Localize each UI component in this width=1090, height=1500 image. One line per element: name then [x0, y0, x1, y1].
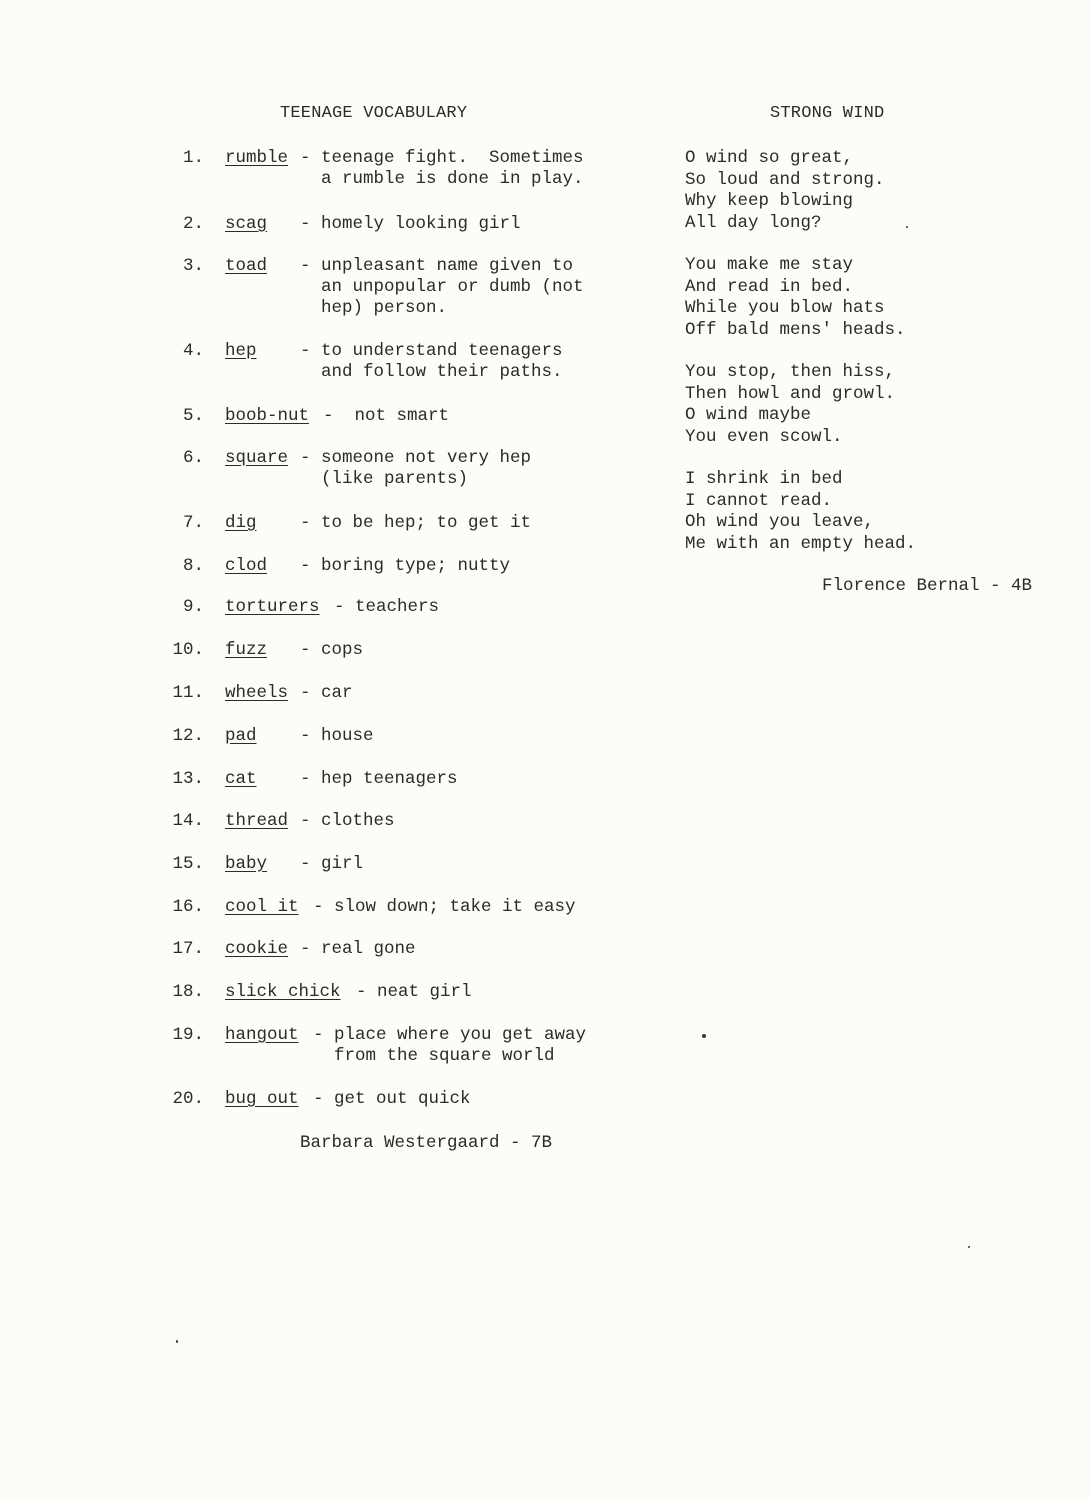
entry-term: rumble [225, 148, 289, 168]
entry-number: 15. [172, 854, 204, 874]
entry-number: 6. [182, 448, 204, 468]
entry-number: 12. [172, 726, 204, 746]
entry-term: cool it [225, 897, 299, 917]
entry-number: 1. [182, 148, 204, 168]
entry-number: 2. [182, 214, 204, 234]
entry-definition: someone not very hep (like parents) [321, 448, 532, 489]
entry-term: hangout [225, 1025, 299, 1045]
entry-definition: car [321, 683, 353, 703]
poem-author: Florence Bernal - 4B [822, 576, 1033, 596]
ink-speck [176, 1340, 178, 1343]
entry-term: hep [225, 341, 257, 361]
entry-dash: - [300, 148, 311, 168]
entry-number: 19. [172, 1025, 204, 1045]
entry-definition: place where you get away from the square world [334, 1025, 587, 1066]
entry-definition: to be hep; to get it [321, 513, 532, 533]
entry-term: cat [225, 769, 257, 789]
poem-line: Off bald mens' heads. [685, 319, 906, 340]
entry-number: 20. [172, 1089, 204, 1109]
entry-definition: slow down; take it easy [334, 897, 576, 917]
entry-number: 8. [182, 556, 204, 576]
entry-number: 17. [172, 939, 204, 959]
entry-definition: neat girl [377, 982, 472, 1002]
entry-dash: - [300, 726, 311, 746]
entry-term: toad [225, 256, 268, 276]
poem-line: Oh wind you leave, [685, 512, 875, 532]
poem-line: So loud and strong. [685, 169, 885, 190]
entry-dash: - [300, 811, 311, 831]
entry-dash: - [300, 556, 311, 576]
ink-speck [968, 1246, 970, 1248]
entry-definition: girl [321, 854, 364, 874]
vocabulary-author: Barbara Westergaard - 7B [300, 1133, 553, 1153]
entry-definition: get out quick [334, 1089, 471, 1109]
entry-definition: teachers [355, 597, 440, 617]
entry-number: 18. [172, 982, 204, 1002]
entry-term: scag [225, 214, 268, 234]
poem-stanza [685, 148, 916, 234]
entry-number: 9. [182, 597, 204, 617]
poem-line: O wind so great, [685, 148, 854, 168]
entry-number: 13. [172, 769, 204, 789]
entry-term: slick chick [225, 982, 341, 1002]
poem-line: I cannot read. [685, 490, 833, 511]
poem-stanza [685, 255, 916, 341]
poem-line: And read in bed. [685, 276, 854, 297]
entry-dash: - [313, 1025, 324, 1045]
entry-term: fuzz [225, 640, 268, 660]
entry-definition: house [321, 726, 374, 746]
entry-dash: - [300, 448, 311, 468]
entry-term: bug out [225, 1089, 299, 1109]
poem-stanza [685, 469, 916, 555]
entry-definition: real gone [321, 939, 416, 959]
entry-number: 14. [172, 811, 204, 831]
entry-definition: cops [321, 640, 364, 660]
ink-speck [906, 226, 908, 228]
poem-line: O wind maybe [685, 405, 812, 425]
entry-number: 3. [182, 256, 204, 276]
entry-number: 10. [172, 640, 204, 660]
entry-dash: - [334, 597, 345, 617]
poem-title: STRONG WIND [770, 104, 885, 123]
entry-dash: - [300, 513, 311, 533]
vocabulary-title: TEENAGE VOCABULARY [280, 104, 468, 123]
entry-dash: - [300, 683, 311, 703]
poem-line: You even scowl. [685, 426, 843, 447]
poem-line: You stop, then hiss, [685, 362, 896, 382]
entry-dash: - [300, 769, 311, 789]
poem-stanza [685, 362, 916, 448]
poem-line: All day long? [685, 212, 822, 233]
entry-term: pad [225, 726, 257, 746]
entry-term: wheels [225, 683, 289, 703]
entry-definition: to understand teenagers and follow their paths. [321, 341, 563, 382]
poem-line: I shrink in bed [685, 469, 843, 489]
entry-dash: - [300, 341, 311, 361]
poem-line: Me with an empty head. [685, 533, 917, 554]
entry-dash: - [313, 1089, 324, 1109]
poem-line: While you blow hats [685, 298, 885, 318]
poem-line: Why keep blowing [685, 191, 854, 211]
entry-dash: - [300, 214, 311, 234]
entry-term: clod [225, 556, 268, 576]
poem-body [685, 148, 916, 576]
entry-term: square [225, 448, 289, 468]
poem-line: You make me stay [685, 255, 854, 275]
entry-definition: teenage fight. Sometimes a rumble is done in play. [321, 148, 584, 189]
entry-dash: - [300, 256, 311, 276]
entry-dash: - [313, 897, 324, 917]
entry-definition: hep teenagers [321, 769, 458, 789]
entry-number: 11. [172, 683, 204, 703]
entry-definition: boring type; nutty [321, 556, 511, 576]
entry-definition: clothes [321, 811, 395, 831]
entry-dash: - [323, 406, 334, 426]
entry-definition: homely looking girl [321, 214, 521, 234]
entry-dash: - [300, 640, 311, 660]
entry-number: 5. [182, 406, 204, 426]
entry-dash: - [356, 982, 367, 1002]
poem-line: Then howl and growl. [685, 383, 896, 404]
entry-term: cookie [225, 939, 289, 959]
entry-term: thread [225, 811, 289, 831]
entry-number: 4. [182, 341, 204, 361]
ink-speck [702, 1034, 706, 1038]
entry-term: torturers [225, 597, 320, 617]
entry-term: boob-nut [225, 406, 310, 426]
entry-number: 7. [182, 513, 204, 533]
entry-definition: not smart [344, 406, 450, 426]
entry-dash: - [300, 939, 311, 959]
entry-definition: unpleasant name given to an unpopular or dumb (not hep) person. [321, 256, 584, 318]
entry-number: 16. [172, 897, 204, 917]
entry-dash: - [300, 854, 311, 874]
entry-term: dig [225, 513, 257, 533]
entry-term: baby [225, 854, 268, 874]
